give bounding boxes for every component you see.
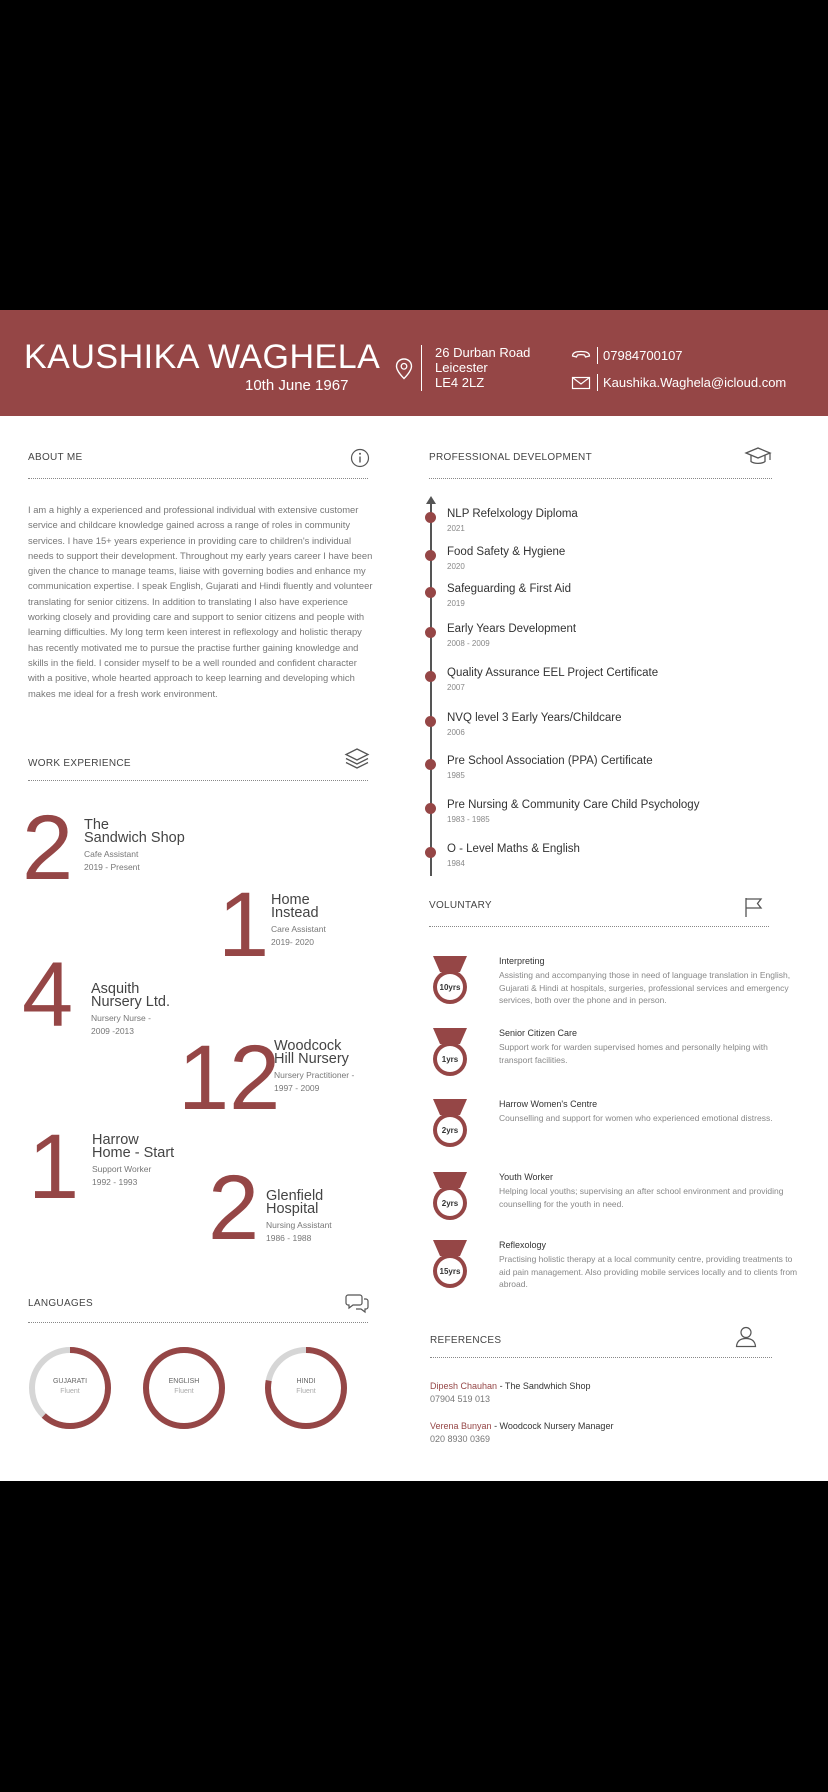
company-name-line-2: Hill Nursery bbox=[274, 1051, 349, 1067]
header-banner bbox=[0, 310, 828, 416]
voluntary-description: Helping local youths; supervising an after school environment and providing counselling for the youth in need. bbox=[499, 1186, 784, 1209]
flag-icon bbox=[744, 896, 764, 918]
language-level: Fluent bbox=[296, 1388, 316, 1395]
timeline-arrow-icon bbox=[426, 496, 436, 504]
about-divider bbox=[28, 478, 368, 479]
language-ring bbox=[264, 1346, 348, 1430]
qualification-date: 2020 bbox=[447, 562, 465, 571]
reference-line bbox=[430, 1381, 590, 1391]
timeline-dot bbox=[425, 671, 436, 682]
reference-org: - The Sandwhich Shop bbox=[497, 1381, 591, 1391]
medal-icon bbox=[430, 1240, 470, 1292]
reference-name: Dipesh Chauhan bbox=[430, 1381, 498, 1391]
language-ring bbox=[28, 1346, 112, 1430]
medal-badge-label: 2yrs bbox=[441, 1199, 459, 1208]
job-dates: 2019 - Present bbox=[84, 862, 140, 872]
email-divider bbox=[597, 374, 598, 391]
qualification-date: 1985 bbox=[447, 771, 465, 780]
address bbox=[435, 345, 530, 390]
voluntary-title-text: Reflexology bbox=[499, 1240, 547, 1250]
qualification-date: 2019 bbox=[447, 599, 465, 608]
language-ring bbox=[142, 1346, 226, 1430]
job-role: Cafe Assistant bbox=[84, 849, 139, 859]
qualification-title: NVQ level 3 Early Years/Childcare bbox=[447, 712, 622, 724]
speech-bubbles-icon bbox=[345, 1292, 369, 1314]
qualification-title: Pre Nursing & Community Care Child Psychology bbox=[447, 799, 700, 811]
job-dates: 1997 - 2009 bbox=[274, 1083, 320, 1093]
timeline-dot bbox=[425, 847, 436, 858]
timeline-dot bbox=[425, 803, 436, 814]
company-name-line-1: Harrow bbox=[92, 1132, 139, 1148]
qualification-date: 1984 bbox=[447, 859, 465, 868]
email-row bbox=[571, 374, 786, 391]
voluntary-divider bbox=[429, 926, 769, 927]
voluntary-title: VOLUNTARY bbox=[429, 900, 492, 911]
phone-number[interactable]: 07984700107 bbox=[603, 348, 683, 363]
reference-line bbox=[430, 1421, 613, 1431]
email-address[interactable]: Kaushika.Waghela@icloud.com bbox=[603, 375, 787, 390]
job-role: Care Assistant bbox=[271, 924, 326, 934]
envelope-icon bbox=[571, 376, 591, 390]
qualification-date: 2008 - 2009 bbox=[447, 639, 490, 648]
years-number: 1 bbox=[218, 874, 270, 976]
qualification-title: Pre School Association (PPA) Certificate bbox=[447, 755, 653, 767]
full-name: KAUSHIKA WAGHELA bbox=[24, 338, 381, 376]
references-title: REFERENCES bbox=[430, 1335, 502, 1346]
qualification-date: 1983 - 1985 bbox=[447, 815, 490, 824]
company-name-line-2: Hospital bbox=[266, 1201, 319, 1217]
job-dates: 2019- 2020 bbox=[271, 937, 315, 947]
language-level: Fluent bbox=[60, 1388, 80, 1395]
about-text: I am a highly a experienced and professional individual with extensive customer service and childcare knowledge gained across a range of roles in community services. I have 15+ years experience in providing care to children's individual needs to support their development. Throughout my early years career I have been given the chance to manage teams, liaise with governing bodies and enhance my communication expertise. I speak English, Gujarati and Hindi fluently and volunteer translating for senior citizens. In addition to translating I also have experience working closely and providing care and support to senior citizens and people with learning difficulties. My long term keen interest in reflexology and holistic therapy has recently motivated me to pursue the practise further gaining knowledge and skills in the field. I consider myself to be a well rounded and confident character with a positive, whole hearted approach to keep learning and developing which makes me ideal for a fresh work environment. bbox=[28, 504, 373, 699]
about-title: ABOUT ME bbox=[28, 452, 83, 463]
reference-phone[interactable]: 020 8930 0369 bbox=[430, 1434, 491, 1444]
qualification-date: 2021 bbox=[447, 524, 465, 533]
voluntary-description: Assisting and accompanying those in need of language translation in English, Gujarati & Hindi at hospitals, surgeries, professional services and emergency services, both over the phone and in person. bbox=[499, 970, 791, 1005]
reference-org: - Woodcock Nursery Manager bbox=[491, 1421, 614, 1431]
medal-badge-label: 10yrs bbox=[439, 983, 461, 992]
professional-divider bbox=[429, 478, 772, 479]
qualification-title: Safeguarding & First Aid bbox=[447, 583, 572, 595]
professional-title: PROFESSIONAL DEVELOPMENT bbox=[429, 452, 592, 463]
medal-badge-label: 2yrs bbox=[441, 1126, 459, 1135]
languages-title: LANGUAGES bbox=[28, 1298, 93, 1309]
voluntary-description: Counselling and support for women who experienced emotional distress. bbox=[499, 1113, 773, 1123]
date-of-birth: 10th June 1967 bbox=[245, 377, 349, 394]
language-level: Fluent bbox=[174, 1388, 194, 1395]
work-divider bbox=[28, 780, 368, 781]
address-divider bbox=[421, 345, 422, 391]
years-number: 12 bbox=[178, 1027, 281, 1129]
info-icon bbox=[350, 448, 370, 468]
medal-badge-label: 15yrs bbox=[439, 1267, 461, 1276]
qualification-title: Food Safety & Hygiene bbox=[447, 546, 566, 558]
company-name-line-1: Asquith bbox=[91, 981, 140, 997]
language-name: HINDI bbox=[296, 1378, 316, 1385]
qualification-title: O - Level Maths & English bbox=[447, 843, 580, 855]
references-divider bbox=[430, 1357, 772, 1358]
job-dates: 1986 - 1988 bbox=[266, 1233, 312, 1243]
voluntary-title-text: Senior Citizen Care bbox=[499, 1028, 578, 1038]
voluntary-description: Practising holistic therapy at a local community centre, providing treatments to aid pain management. Also providing mobile services locally and to clients from abroad. bbox=[499, 1254, 798, 1289]
timeline-dot bbox=[425, 716, 436, 727]
graduation-cap-icon bbox=[744, 446, 772, 468]
timeline-dot bbox=[425, 550, 436, 561]
languages-divider bbox=[28, 1322, 368, 1323]
voluntary-title-text: Interpreting bbox=[499, 956, 545, 966]
timeline-dot bbox=[425, 627, 436, 638]
qualification-date: 2007 bbox=[447, 683, 465, 692]
medal-badge-label: 1yrs bbox=[441, 1055, 459, 1064]
address-line-3: LE4 2LZ bbox=[435, 375, 485, 390]
address-line-1: 26 Durban Road bbox=[435, 345, 531, 360]
reference-name: Verena Bunyan bbox=[430, 1421, 492, 1431]
job-role: Nursery Nurse - bbox=[91, 1013, 151, 1023]
company-name-line-1: Woodcock bbox=[274, 1038, 342, 1054]
years-number: 4 bbox=[22, 944, 74, 1046]
company-name-line-2: Sandwich Shop bbox=[84, 830, 185, 846]
timeline-dot bbox=[425, 512, 436, 523]
cv-page bbox=[0, 310, 828, 1481]
voluntary-description: Support work for warden supervised homes and personally helping with transport facilities. bbox=[499, 1042, 768, 1065]
job-dates: 1992 - 1993 bbox=[92, 1177, 138, 1187]
timeline-dot bbox=[425, 759, 436, 770]
voluntary-title-text: Youth Worker bbox=[499, 1172, 554, 1182]
phone-row bbox=[571, 347, 683, 364]
qualification-title: NLP Refelxology Diploma bbox=[447, 508, 578, 520]
job-role: Nursery Practitioner - bbox=[274, 1070, 355, 1080]
job-dates: 2009 -2013 bbox=[91, 1026, 135, 1036]
timeline-dot bbox=[425, 587, 436, 598]
location-pin-icon bbox=[395, 358, 413, 380]
company-name-line-2: Nursery Ltd. bbox=[91, 994, 170, 1010]
layers-icon bbox=[344, 746, 370, 772]
work-title: WORK EXPERIENCE bbox=[28, 758, 131, 769]
job-role: Support Worker bbox=[92, 1164, 152, 1174]
years-number: 2 bbox=[22, 797, 74, 899]
years-number: 1 bbox=[28, 1116, 80, 1218]
medal-icon bbox=[430, 1172, 470, 1224]
company-name-line-1: The bbox=[84, 817, 109, 833]
qualification-title: Quality Assurance EEL Project Certificate bbox=[447, 667, 659, 679]
user-icon bbox=[734, 1324, 758, 1348]
company-name-line-2: Instead bbox=[271, 905, 319, 921]
language-name: GUJARATI bbox=[52, 1378, 88, 1385]
phone-divider bbox=[597, 347, 598, 364]
medal-icon bbox=[430, 1028, 470, 1080]
job-role: Nursing Assistant bbox=[266, 1220, 332, 1230]
phone-icon bbox=[571, 350, 591, 362]
company-name-line-2: Home - Start bbox=[92, 1145, 175, 1161]
company-name-line-1: Glenfield bbox=[266, 1188, 324, 1204]
address-line-2: Leicester bbox=[435, 360, 488, 375]
medal-icon bbox=[430, 956, 470, 1008]
language-name: ENGLISH bbox=[168, 1378, 200, 1385]
voluntary-title-text: Harrow Women's Centre bbox=[499, 1099, 598, 1109]
medal-icon bbox=[430, 1099, 470, 1151]
company-name-line-1: Home bbox=[271, 892, 310, 908]
years-number: 2 bbox=[208, 1157, 260, 1259]
qualification-title: Early Years Development bbox=[447, 623, 577, 635]
reference-phone[interactable]: 07904 519 013 bbox=[430, 1394, 491, 1404]
qualification-date: 2006 bbox=[447, 728, 465, 737]
